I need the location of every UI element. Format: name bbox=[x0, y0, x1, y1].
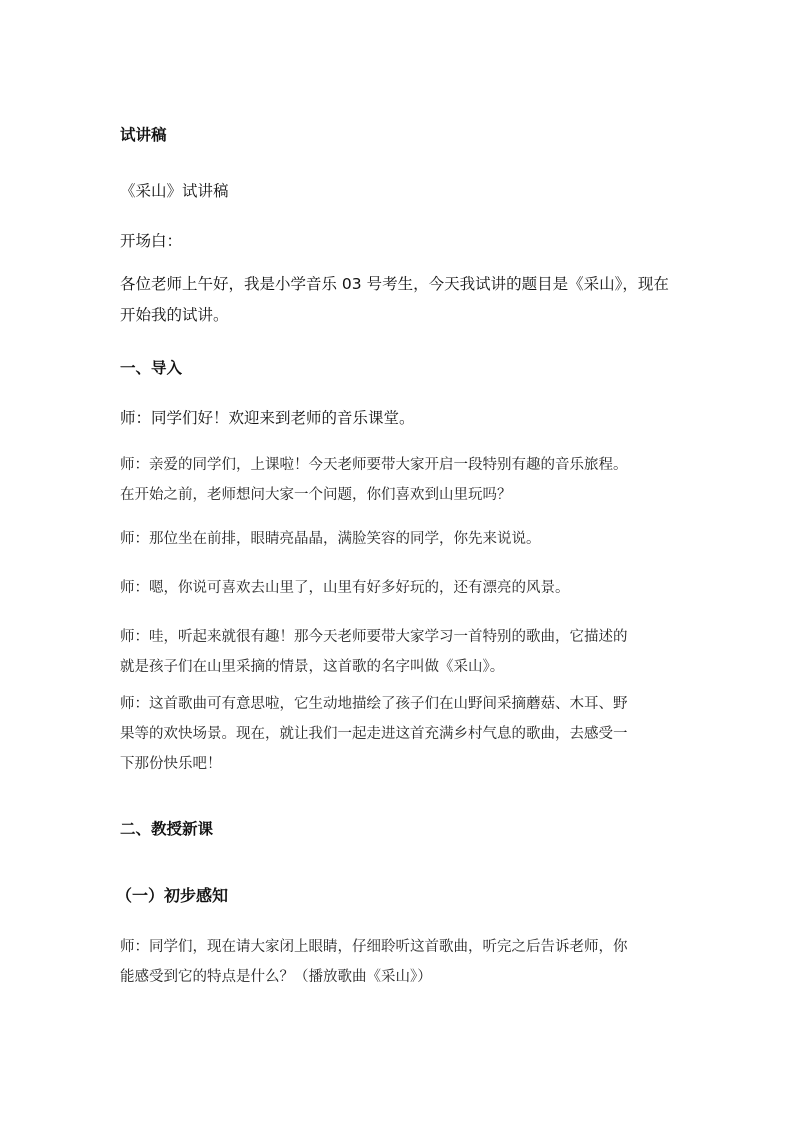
paragraph: 师：同学们好！欢迎来到老师的音乐课堂。 bbox=[120, 409, 415, 427]
paragraph bbox=[120, 689, 680, 779]
paragraph bbox=[120, 622, 680, 682]
section-heading-intro: 一、导入 bbox=[120, 359, 183, 377]
paragraph-line: 能感受到它的特点是什么？（播放歌曲《采山》） bbox=[120, 969, 432, 985]
intro-paragraph bbox=[120, 271, 680, 328]
paragraph-line: 在开始之前，老师想问大家一个问题，你们喜欢到山里玩吗？ bbox=[120, 487, 512, 503]
document-title: 试讲稿 bbox=[120, 126, 167, 144]
paragraph-line: 师：哇，听起来就很有趣！那今天老师要带大家学习一首特别的歌曲，它描述的 bbox=[120, 629, 628, 645]
paragraph-line: 就是孩子们在山里采摘的情景，这首歌的名字叫做《采山》。 bbox=[120, 659, 505, 675]
paragraph: 师：嗯，你说可喜欢去山里了，山里有好多好玩的，还有漂亮的风景。 bbox=[120, 580, 570, 596]
paragraph-line: 果等的欢快场景。现在，就让我们一起走进这首充满乡村气息的歌曲，去感受一 bbox=[120, 726, 628, 742]
paragraph-line: 师：同学们，现在请大家闭上眼睛，仔细聆听这首歌曲，听完之后告诉老师，你 bbox=[120, 939, 628, 955]
intro-line: 开始我的试讲。 bbox=[120, 306, 229, 324]
opening-label: 开场白： bbox=[120, 232, 183, 250]
section-heading-new-lesson: 二、教授新课 bbox=[120, 820, 214, 838]
intro-line: 各位老师上午好，我是小学音乐 03 号考生，今天我试讲的题目是《采山》，现在 bbox=[120, 275, 669, 293]
paragraph-line: 师：亲爱的同学们，上课啦！今天老师要带大家开启一段特别有趣的音乐旅程。 bbox=[120, 457, 628, 473]
sub-heading: （一）初步感知 bbox=[116, 886, 229, 905]
paragraph-line: 下那份快乐吧！ bbox=[120, 756, 222, 772]
document-subtitle: 《采山》试讲稿 bbox=[120, 182, 229, 200]
paragraph: 师：那位坐在前排，眼睛亮晶晶，满脸笑容的同学，你先来说说。 bbox=[120, 531, 541, 547]
paragraph-line: 师：这首歌曲可有意思啦，它生动地描绘了孩子们在山野间采摘蘑菇、木耳、野 bbox=[120, 696, 628, 712]
paragraph bbox=[120, 450, 680, 510]
paragraph bbox=[120, 932, 680, 992]
